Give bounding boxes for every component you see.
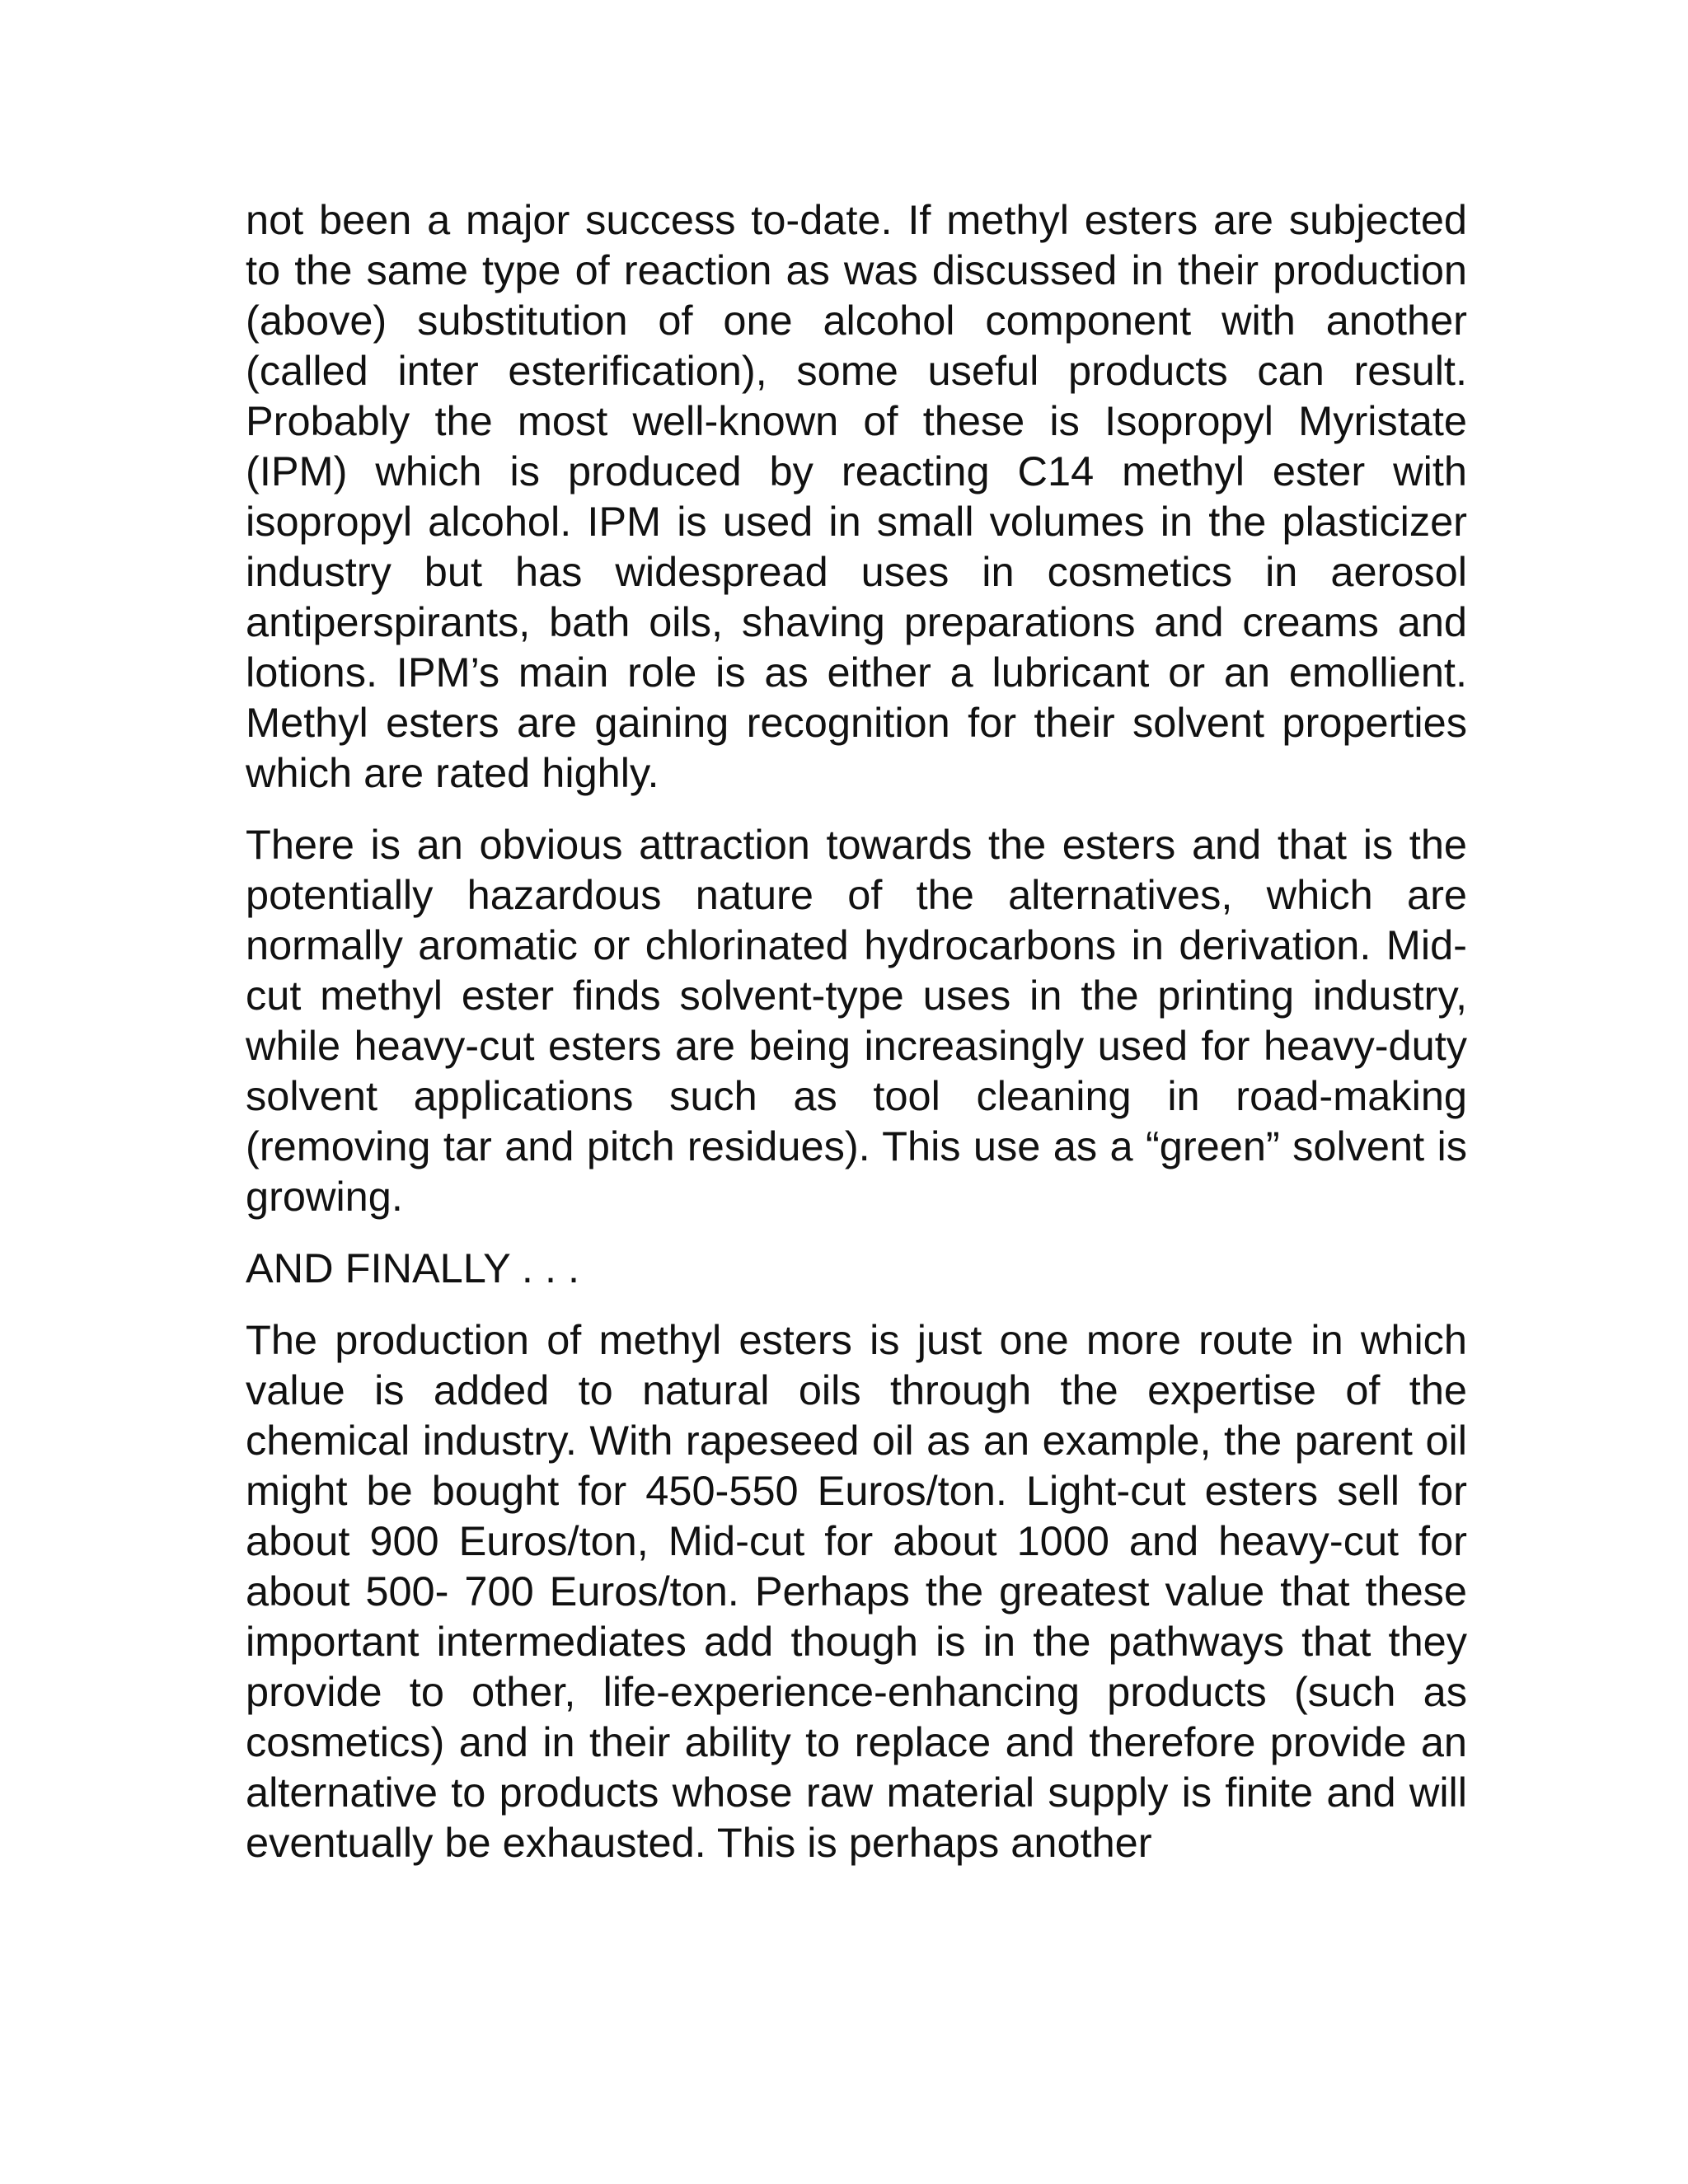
- text-column: [246, 194, 1467, 1868]
- paragraph-value-added: The production of methyl esters is just one more route in which value is added to natural oils through the expertise of the chemical industry. With rapeseed oil as an example, the parent oil might be bought for 450-550 Euros/ton. Light-cut esters sell for about 900 Euros/ton, Mid-cut for about 1000 and heavy-cut for about 500- 700 Euros/ton. Perhaps the greatest value that these important intermediates add though is in the pathways that they provide to other, life-experience-enhancing products (such as cosmetics) and in their ability to replace and therefore provide an alternative to products whose raw material supply is finite and will eventually be exhausted. This is perhaps another: [246, 1316, 1467, 1866]
- paragraph-ipm: not been a major success to-date. If methyl esters are subjected to the same type of reaction as was discussed in their production (above) substitution of one alcohol component with another (called inter esterification), some useful products can result. Probably the most well-known of these is Isopropyl Myristate (IPM) which is produced by reacting C14 methyl ester with isopropyl alcohol. IPM is used in small volumes in the plasticizer industry but has widespread uses in cosmetics in aerosol antiperspirants, bath oils, shaving preparations and creams and lotions. IPM’s main role is as either a lubricant or an emollient. Methyl esters are gaining recognition for their solvent properties which are rated highly.: [246, 196, 1467, 796]
- paragraph-solvent-uses: There is an obvious attraction towards the esters and that is the potentially hazardous nature of the alternatives, which are normally aromatic or chlorinated hydrocarbons in derivation. Mid-cut methyl ester finds solvent-type uses in the printing industry, while heavy-cut esters are being increasingly used for heavy-duty solvent applications such as tool cleaning in road-making (removing tar and pitch residues). This use as a “green” solvent is growing.: [246, 821, 1467, 1220]
- section-heading: AND FINALLY . . .: [246, 1244, 580, 1291]
